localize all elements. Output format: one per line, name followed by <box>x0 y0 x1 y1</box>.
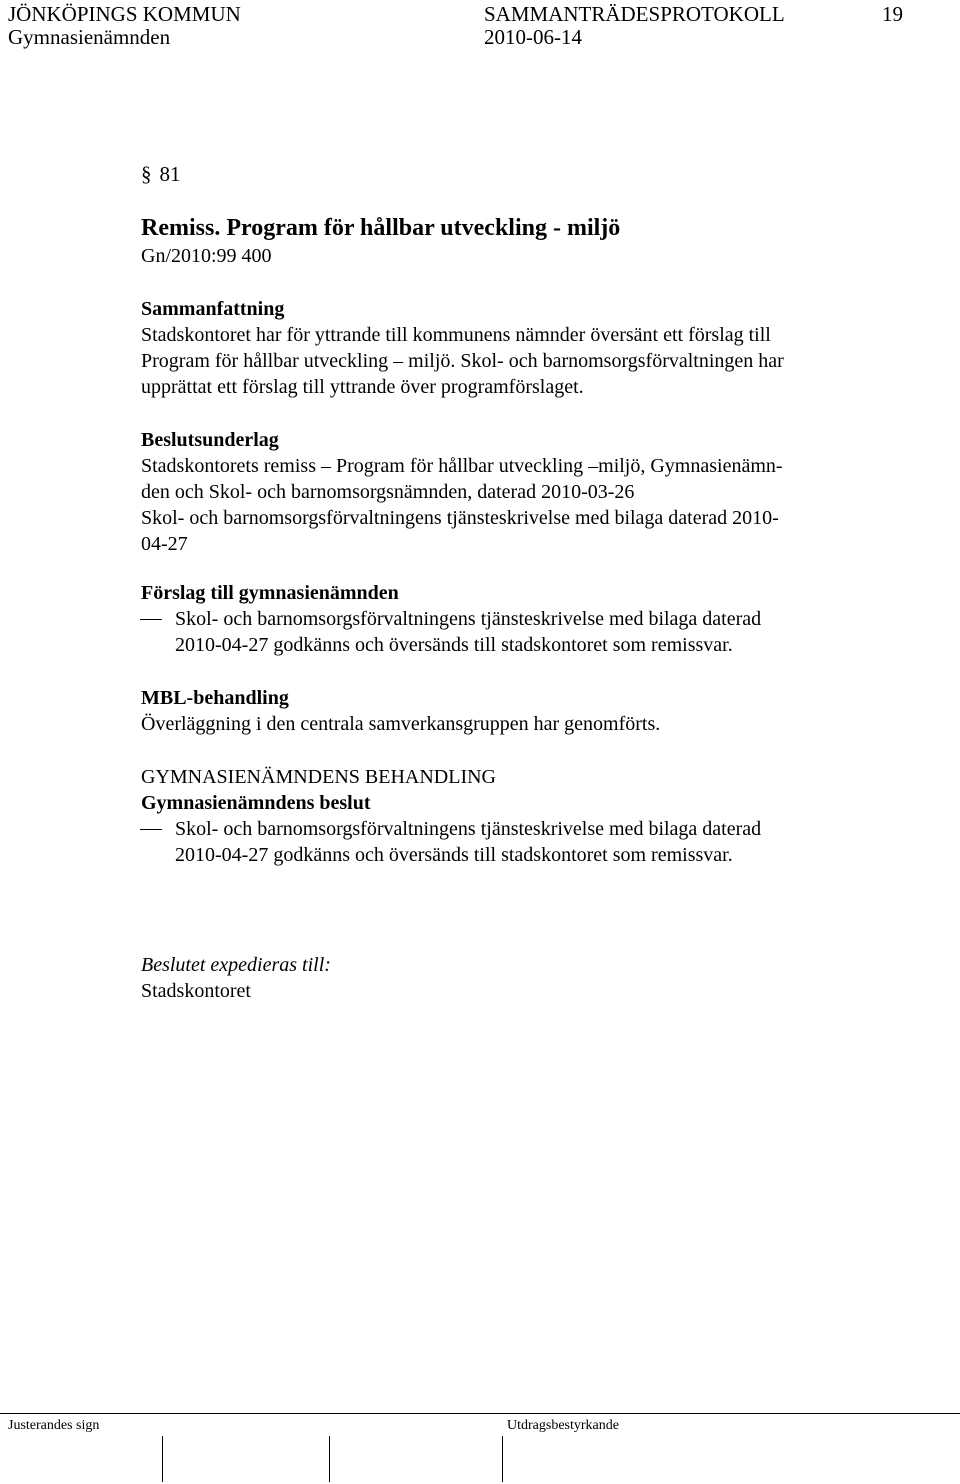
footer-justerandes-sign: Justerandes sign <box>8 1418 100 1433</box>
header-org: JÖNKÖPINGS KOMMUN <box>8 2 241 26</box>
header-page-number: 19 <box>882 2 903 26</box>
signature-box-divider <box>162 1436 163 1482</box>
expedieras-recipient: Stadskontoret <box>141 980 251 1002</box>
paragraph-title: Remiss. Program för hållbar utveckling - miljö <box>141 215 621 241</box>
sammanfattning-line: Program för hållbar utveckling – miljö. Skol- och barnomsorgsförvaltningen har <box>141 350 784 372</box>
sammanfattning-line: upprättat ett förslag till yttrande över programförslaget. <box>141 376 584 398</box>
footer-utdragsbestyrkande: Utdragsbestyrkande <box>507 1418 619 1433</box>
header-committee: Gymnasienämnden <box>8 25 171 49</box>
reference-number: Gn/2010:99 400 <box>141 245 272 267</box>
signature-box-divider <box>502 1436 503 1482</box>
signature-box-divider <box>329 1436 330 1482</box>
beslut-heading: Gymnasienämndens beslut <box>141 792 371 814</box>
paragraph-number: 81 <box>159 162 181 186</box>
beslutsunderlag-line: den och Skol- och barnomsorgsnämnden, daterad 2010-03-26 <box>141 481 635 503</box>
forslag-heading: Förslag till gymnasienämnden <box>141 582 399 604</box>
mbl-line: Överläggning i den centrala samverkansgruppen har genomförts. <box>141 713 661 735</box>
paragraph-marker <box>141 161 181 187</box>
beslutsunderlag-line: Skol- och barnomsorgsförvaltningens tjänsteskrivelse med bilaga daterad 2010- <box>141 507 779 529</box>
sammanfattning-heading: Sammanfattning <box>141 298 285 320</box>
beslut-line: Skol- och barnomsorgsförvaltningens tjänsteskrivelse med bilaga daterad <box>175 818 762 840</box>
dash-bullet <box>140 829 162 830</box>
beslut-line: 2010-04-27 godkänns och översänds till stadskontoret som remissvar. <box>175 844 733 866</box>
beslutsunderlag-heading: Beslutsunderlag <box>141 429 279 451</box>
header-doc-type: SAMMANTRÄDESPROTOKOLL <box>484 2 785 26</box>
dash-bullet <box>140 619 162 620</box>
sammanfattning-line: Stadskontoret har för yttrande till kommunens nämnder översänt ett förslag till <box>141 324 771 346</box>
beslutsunderlag-line: 04-27 <box>141 533 188 555</box>
beslutsunderlag-line: Stadskontorets remiss – Program för hållbar utveckling –miljö, Gymnasienämn- <box>141 455 783 477</box>
forslag-line: Skol- och barnomsorgsförvaltningens tjänsteskrivelse med bilaga daterad <box>175 608 762 630</box>
forslag-line: 2010-04-27 godkänns och översänds till stadskontoret som remissvar. <box>175 634 733 656</box>
footer-rule <box>0 1413 960 1414</box>
expedieras-label: Beslutet expedieras till: <box>141 954 331 976</box>
behandling-heading: GYMNASIENÄMNDENS BEHANDLING <box>141 766 496 788</box>
mbl-heading: MBL-behandling <box>141 687 289 709</box>
section-symbol: § <box>141 162 152 186</box>
header-date: 2010-06-14 <box>484 25 582 49</box>
